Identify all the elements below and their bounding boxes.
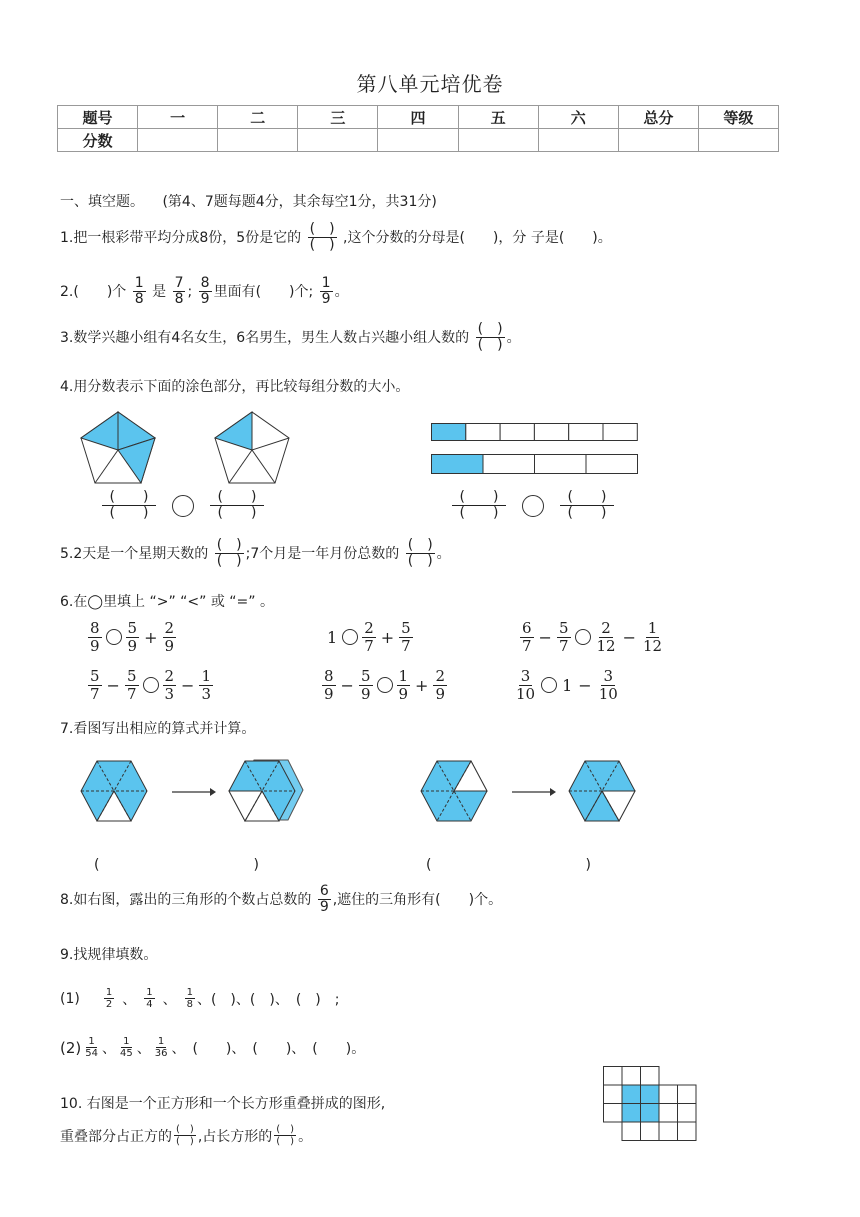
fraction: $\frac{1}{3}$ [201, 667, 211, 703]
fraction: $\frac{1}{4}$ [146, 987, 153, 1010]
score-cell: 六 [538, 106, 618, 129]
fraction: $\frac{2}{9}$ [164, 619, 175, 655]
fraction: $\frac{1}{54}$ [85, 1036, 98, 1059]
q2-text-d: 里面有( )个; [213, 283, 314, 300]
fraction: $\frac{6}{7}$ [522, 619, 532, 655]
math-operator: − [538, 627, 552, 647]
fraction: $\frac{5}{7}$ [126, 667, 137, 703]
q5-text-c: 。 [436, 545, 451, 562]
score-cell: 总分 [618, 106, 698, 129]
fraction: $\frac{6}{9}$ [319, 883, 329, 916]
answer-fraction[interactable]: $\frac{( )}{( )}$ [102, 490, 156, 522]
math-operator: − [622, 627, 636, 647]
hexagon-figure-3 [420, 760, 488, 822]
fraction: $\frac{1}{9}$ [398, 667, 409, 703]
q2-text-c: ; [187, 283, 193, 300]
question-7: 7.看图写出相应的算式并计算。 [60, 721, 256, 737]
hexagon-figure-4 [568, 760, 636, 822]
math-operator: + [380, 627, 395, 647]
score-row-label: 分数 [58, 129, 138, 152]
q5-text-b: ;7个月是一年月份总数的 [245, 545, 400, 562]
hexagon-figure-2 [228, 758, 304, 824]
question-9: 9.找规律填数。 [60, 947, 158, 963]
math-operator: − [106, 675, 120, 695]
fraction: $\frac{2}{9}$ [435, 667, 445, 703]
compare-circle[interactable] [143, 677, 159, 693]
fraction: $\frac{2}{12}$ [596, 619, 616, 655]
fraction: $\frac{1}{36}$ [154, 1036, 168, 1059]
arrow-icon [512, 786, 556, 798]
fraction: $\frac{7}{8}$ [174, 275, 184, 308]
math-operator: + [415, 675, 429, 695]
fraction: $\frac{5}{9}$ [127, 619, 138, 655]
answer-fraction[interactable]: $\frac{( )}{( )}$ [210, 490, 264, 522]
q9-r1-label: (1) [60, 990, 80, 1007]
q8-text: 8.如右图，露出的三角形的个数占总数的 [60, 891, 312, 908]
math-operator: + [144, 627, 158, 647]
q2-text-e: 。 [334, 283, 349, 300]
q10-text-c: ,占长方形的 [197, 1128, 273, 1145]
compare-circle[interactable] [377, 677, 393, 693]
answer-fraction[interactable]: $\frac{( )}{( )}$ [560, 490, 614, 522]
score-input-cell[interactable] [618, 129, 698, 152]
math-operator: 1 [562, 675, 573, 695]
q9-row-1: (1) $\frac{1}{2}$ 、 $\frac{1}{4}$ 、 $\frac{1}{8}$ 、( )、( )、 ( ) ; [60, 987, 340, 1010]
math-operator: − [340, 675, 354, 695]
fraction: $\frac{5}{7}$ [90, 667, 100, 703]
compare-expr-2 [324, 620, 415, 654]
q10-text-d: 。 [298, 1128, 313, 1145]
math-operator: 1 [327, 627, 338, 647]
score-table-header-row [58, 106, 779, 129]
q4-compare-1 [100, 490, 266, 522]
section-title: 一、填空题。 [60, 194, 144, 210]
q9-r2-blanks[interactable]: 、 ( )、 ( )、 ( )。 [171, 1040, 366, 1057]
fraction: $\frac{1}{9}$ [321, 275, 331, 308]
score-cell: 一 [138, 106, 218, 129]
q2-text-b: 是 [152, 283, 167, 300]
compare-circle[interactable] [342, 629, 358, 645]
compare-circle[interactable] [575, 629, 591, 645]
question-6: 6.在◯里填上 “>” “<” 或 “=” 。 [60, 594, 274, 610]
q9-r2-label: (2) [60, 1038, 82, 1057]
compare-circle[interactable] [522, 495, 544, 517]
answer-fraction[interactable]: $\frac{( )}{( )}$ [309, 221, 335, 254]
q3-text-2: 。 [506, 329, 521, 346]
q9-r1-blanks[interactable]: 、( )、( )、 ( ) ; [196, 991, 340, 1008]
question-8 [60, 884, 502, 916]
q5-text: 5.2天是一个星期天数的 [60, 545, 209, 562]
answer-fraction[interactable]: $\frac{( )}{( )}$ [216, 537, 242, 570]
fraction: $\frac{5}{9}$ [360, 667, 371, 703]
score-input-cell[interactable] [378, 129, 458, 152]
answer-fraction[interactable]: $\frac{( )}{( )}$ [452, 490, 506, 522]
score-table [57, 105, 779, 152]
q2-text: 2.( )个 [60, 283, 127, 300]
score-table-score-row [58, 129, 779, 152]
bar-figures [431, 423, 638, 475]
q3-text: 3.数学兴趣小组有4名女生，6名男生，男生人数占兴趣小组人数的 [60, 329, 470, 346]
question-10: 10. 右图是一个正方形和一个长方形重叠拼成的图形, [60, 1096, 386, 1112]
score-input-cell[interactable] [698, 129, 778, 152]
pentagon-figure-1 [78, 410, 158, 486]
fraction: $\frac{2}{7}$ [364, 619, 374, 655]
question-2 [60, 276, 349, 308]
score-cell: 五 [458, 106, 538, 129]
fraction: $\frac{3}{10}$ [516, 667, 536, 703]
score-input-cell[interactable] [218, 129, 298, 152]
q7-answer-1[interactable]: ( ) [94, 857, 259, 873]
compare-expr-5 [320, 668, 449, 702]
page-title: 第八单元培优卷 [356, 72, 504, 96]
fraction: $\frac{1}{2}$ [105, 987, 113, 1010]
question-1 [60, 222, 612, 254]
answer-fraction[interactable]: $\frac{( )}{( )}$ [477, 321, 503, 354]
q4-compare-2 [450, 490, 616, 522]
compare-expr-4 [86, 668, 215, 702]
arrow-icon [172, 786, 216, 798]
fraction: $\frac{2}{3}$ [164, 667, 175, 703]
score-cell: 二 [218, 106, 298, 129]
score-cell: 四 [378, 106, 458, 129]
score-cell: 三 [298, 106, 378, 129]
question-3 [60, 322, 521, 354]
score-cell: 等级 [698, 106, 778, 129]
compare-expr-3 [518, 620, 666, 654]
hexagon-figure-1 [80, 760, 148, 822]
q7-answer-2[interactable]: ( ) [426, 857, 591, 873]
q9-row-2: (2) $\frac{1}{54}$ 、 $\frac{1}{45}$ 、 $\frac{1}{36}$ 、 ( )、 ( )、 ( )。 [60, 1036, 366, 1059]
pentagon-figure-2 [212, 410, 292, 486]
question-5 [60, 538, 451, 570]
compare-expr-1 [86, 620, 178, 654]
q10-text-b: 重叠部分占正方的 [60, 1128, 172, 1145]
q8-text-b: ,遮住的三角形有( )个。 [332, 891, 503, 908]
question-10-line-2 [60, 1124, 312, 1147]
compare-circle[interactable] [541, 677, 557, 693]
math-operator: − [578, 675, 592, 695]
fraction: $\frac{5}{7}$ [558, 619, 569, 655]
score-input-cell[interactable] [138, 129, 218, 152]
section-heading [60, 191, 437, 211]
score-input-cell[interactable] [538, 129, 618, 152]
fraction: $\frac{5}{7}$ [401, 619, 411, 655]
fraction: $\frac{1}{8}$ [186, 987, 193, 1010]
fraction: $\frac{8}{9}$ [324, 667, 334, 703]
score-input-cell[interactable] [298, 129, 378, 152]
fraction: $\frac{8}{9}$ [90, 619, 100, 655]
answer-fraction[interactable]: $\frac{( )}{( )}$ [176, 1124, 194, 1147]
answer-fraction[interactable]: $\frac{( )}{( )}$ [407, 537, 433, 570]
compare-circle[interactable] [106, 629, 122, 645]
answer-fraction[interactable]: $\frac{( )}{( )}$ [276, 1124, 295, 1147]
question-4: 4.用分数表示下面的涂色部分，再比较每组分数的大小。 [60, 379, 410, 395]
math-operator: − [181, 675, 195, 695]
q1-text: 1.把一根彩带平均分成8份，5份是它的 [60, 229, 302, 246]
fraction: $\frac{1}{12}$ [643, 619, 663, 655]
score-input-cell[interactable] [458, 129, 538, 152]
fraction: $\frac{1}{45}$ [119, 1036, 133, 1059]
overlap-grid-figure [603, 1066, 697, 1143]
compare-expr-6 [512, 668, 622, 702]
score-cell: 题号 [58, 106, 138, 129]
fraction: $\frac{8}{9}$ [200, 275, 210, 308]
compare-circle[interactable] [172, 495, 194, 517]
fraction: $\frac{3}{10}$ [598, 667, 618, 703]
section-note: (第4、7题每题4分，其余每空1分，共31分) [162, 194, 437, 210]
fraction: $\frac{1}{8}$ [134, 275, 144, 308]
q1-text-2: ,这个分数的分母是( )，分 子是( )。 [343, 229, 612, 246]
